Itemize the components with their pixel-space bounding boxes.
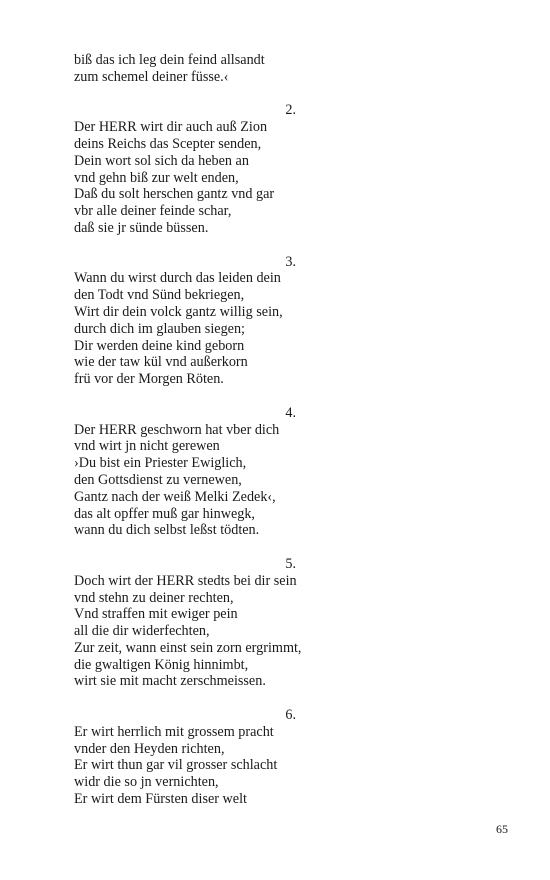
poem-line: Der HERR geschworn hat vber dich — [74, 421, 280, 438]
poem-text — [74, 52, 374, 808]
poem-line: Gantz nach der weiß Melki Zedek‹, — [74, 488, 276, 505]
poem-line: durch dich im glauben siegen; — [74, 320, 245, 337]
poem-line: Zur zeit, wann einst sein zorn ergrimmt, — [74, 639, 302, 656]
poem-line: daß sie jr sünde büssen. — [74, 219, 209, 236]
opening-fragment — [74, 52, 374, 86]
stanza-2 — [74, 102, 374, 236]
stanza-4 — [74, 405, 374, 539]
poem-line: deins Reichs das Scepter senden, — [74, 135, 262, 152]
poem-line: Doch wirt der HERR stedts bei dir sein — [74, 572, 297, 589]
poem-line: Dein wort sol sich da heben an — [74, 152, 249, 169]
poem-line: wirt sie mit macht zerschmeissen. — [74, 673, 266, 690]
poem-line: den Gottsdienst zu vernewen, — [74, 471, 242, 488]
poem-line: zum schemel deiner füsse.‹ — [74, 68, 229, 85]
stanza-number: 5. — [285, 555, 296, 572]
poem-line: Der HERR wirt dir auch auß Zion — [74, 119, 268, 136]
stanza-number: 6. — [285, 707, 296, 724]
poem-line: wie der taw kül vnd außerkorn — [74, 354, 248, 371]
poem-line: Er wirt thun gar vil grosser schlacht — [74, 757, 278, 774]
poem-line: Er wirt herrlich mit grossem pracht — [74, 723, 274, 740]
poem-line: die gwaltigen König hinnimbt, — [74, 656, 249, 673]
poem-line: wann du dich selbst leßst tödten. — [74, 522, 260, 539]
poem-line: vnd wirt jn nicht gerewen — [74, 438, 220, 455]
poem-line: vbr alle deiner feinde schar, — [74, 203, 232, 220]
poem-line: biß das ich leg dein feind allsandt — [74, 52, 265, 68]
stanza-number: 3. — [285, 253, 296, 270]
poem-line: vnder den Heyden richten, — [74, 740, 225, 757]
poem-line: Wirt dir dein volck gantz willig sein, — [74, 303, 283, 320]
poem-line: ›Du bist ein Priester Ewiglich, — [74, 455, 247, 472]
poem-line: das alt opffer muß gar hinwegk, — [74, 505, 255, 522]
poem-line: Er wirt dem Fürsten diser welt — [74, 791, 247, 808]
poem-line: frü vor der Morgen Röten. — [74, 371, 224, 388]
stanza-number: 4. — [285, 404, 296, 421]
poem-line: widr die so jn vernichten, — [74, 774, 219, 791]
poem-line: Daß du solt herschen gantz vnd gar — [74, 186, 275, 203]
page-number: 65 — [496, 822, 508, 836]
poem-line: Wann du wirst durch das leiden dein — [74, 270, 281, 287]
poem-line: Dir werden deine kind geborn — [74, 337, 245, 354]
poem-line: vnd gehn biß zur welt enden, — [74, 169, 239, 186]
stanza-6 — [74, 707, 374, 808]
poem-line: all die dir widerfechten, — [74, 623, 210, 640]
stanza-3 — [74, 254, 374, 388]
stanza-number: 2. — [285, 102, 296, 119]
poem-line: Vnd straffen mit ewiger pein — [74, 606, 238, 623]
poem-line: vnd stehn zu deiner rechten, — [74, 589, 234, 606]
stanza-5 — [74, 556, 374, 690]
poem-line: den Todt vnd Sünd bekriegen, — [74, 287, 245, 304]
